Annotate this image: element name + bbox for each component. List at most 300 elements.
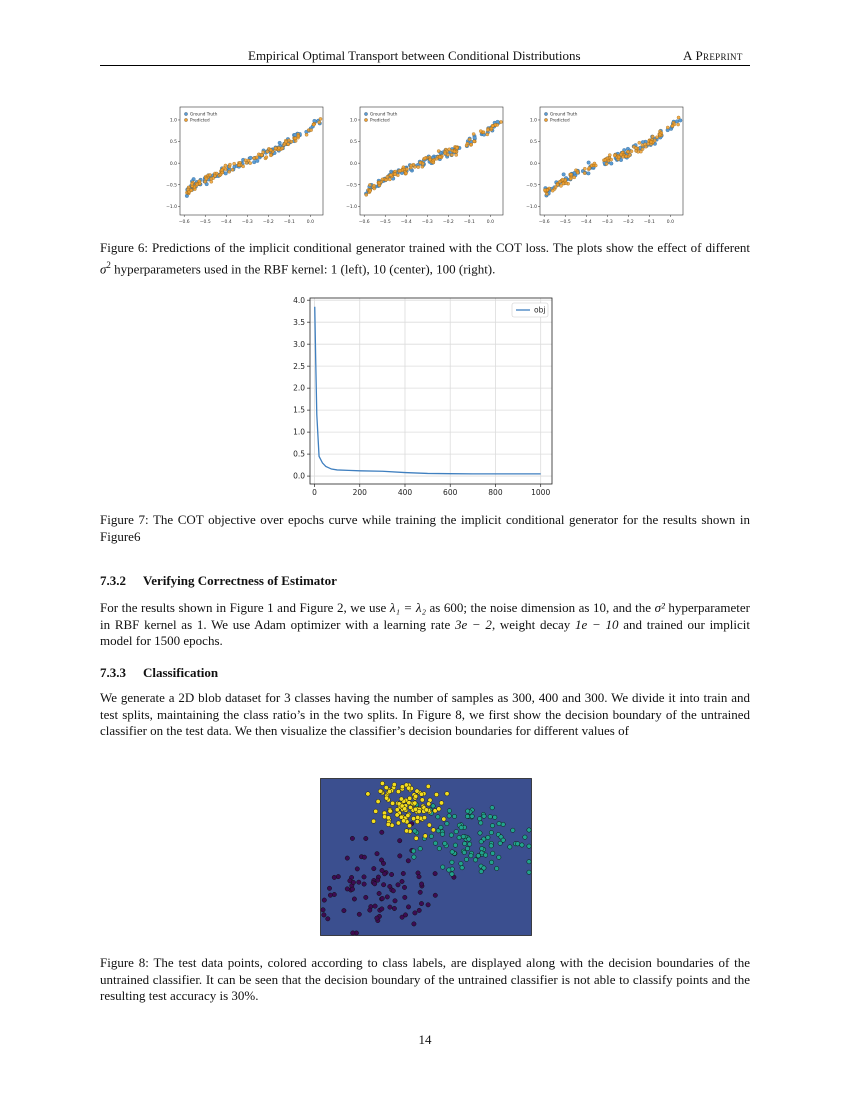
class-teal-point <box>437 846 441 850</box>
predicted-point <box>262 151 265 154</box>
predicted-point <box>287 142 290 145</box>
class-purple-point <box>398 854 402 858</box>
predicted-point <box>269 148 272 151</box>
predicted-point <box>368 189 371 192</box>
class-teal-point <box>466 809 470 813</box>
predicted-point <box>655 136 658 139</box>
class-teal-point <box>482 814 486 818</box>
class-teal-point <box>515 842 519 846</box>
predicted-point <box>388 178 391 181</box>
class-purple-point <box>403 913 407 917</box>
class-yellow-point <box>380 781 384 785</box>
predicted-point <box>443 152 446 155</box>
predicted-point <box>562 182 565 185</box>
class-teal-point <box>480 846 484 850</box>
predicted-point <box>210 177 213 180</box>
predicted-point <box>368 183 371 186</box>
predicted-point <box>435 157 438 160</box>
predicted-point <box>266 150 269 153</box>
y-tick-label: 1.0 <box>169 118 177 124</box>
x-tick-label: −0.5 <box>379 220 391 225</box>
predicted-point <box>605 162 608 165</box>
class-teal-point <box>489 830 493 834</box>
fig6-panel-right <box>525 104 685 229</box>
class-yellow-point <box>387 789 391 793</box>
class-purple-point <box>351 931 355 935</box>
predicted-point <box>233 162 236 165</box>
predicted-point <box>384 178 387 181</box>
class-yellow-point <box>384 796 388 800</box>
predicted-point <box>543 188 546 191</box>
class-purple-point <box>345 856 349 860</box>
class-yellow-point <box>399 797 403 801</box>
class-teal-point <box>476 854 480 858</box>
predicted-point <box>617 156 620 159</box>
section-7-3-3-paragraph: We generate a 2D blob dataset for 3 classes having the number of samples as 300, 400 and 300. We divide it into train and test splits, maintaining the class ratio’s in the two splits. In Figure 8, we first show the decision boundary of the untrained classifier on the test data. We then visualize the classifier’s decision boundaries for different values of <box>100 690 750 738</box>
y-tick-label: −0.5 <box>166 183 177 189</box>
class-teal-point <box>479 821 483 825</box>
x-tick-label: −0.3 <box>421 220 433 225</box>
y-tick-label: 1.0 <box>529 118 537 124</box>
class-yellow-point <box>414 836 418 840</box>
class-teal-point <box>520 843 524 847</box>
class-yellow-point <box>420 798 424 802</box>
x-tick-label: −0.2 <box>262 220 274 225</box>
predicted-point <box>309 129 312 132</box>
x-tick-label: −0.6 <box>538 220 550 225</box>
class-teal-point <box>449 833 453 837</box>
class-teal-point <box>436 815 440 819</box>
y-tick-label: 2.0 <box>293 383 305 393</box>
predicted-point <box>372 184 375 187</box>
legend-label: Predicted <box>190 117 210 123</box>
class-teal-point <box>490 806 494 810</box>
predicted-point <box>627 150 630 153</box>
class-yellow-point <box>388 809 392 813</box>
class-purple-point <box>406 859 410 863</box>
class-yellow-point <box>400 785 404 789</box>
class-purple-point <box>322 898 326 902</box>
predicted-point <box>265 156 268 159</box>
y-tick-label: 0.5 <box>293 449 305 459</box>
class-purple-point <box>328 893 332 897</box>
class-purple-point <box>391 889 395 893</box>
class-purple-point <box>372 866 376 870</box>
class-purple-point <box>403 895 407 899</box>
x-tick-label: 0.0 <box>666 220 674 225</box>
predicted-point <box>666 126 669 129</box>
preprint-label: A Preprint <box>683 48 743 63</box>
class-yellow-point <box>392 782 396 786</box>
class-teal-point <box>439 825 443 829</box>
predicted-point <box>486 133 489 136</box>
class-teal-point <box>452 814 456 818</box>
predicted-point <box>638 141 641 144</box>
class-purple-point <box>393 899 397 903</box>
class-purple-point <box>357 912 361 916</box>
y-tick-label: −0.5 <box>526 183 537 189</box>
predicted-point <box>635 149 638 152</box>
class-purple-point <box>364 836 368 840</box>
class-yellow-point <box>406 813 410 817</box>
class-purple-point <box>373 882 377 886</box>
class-purple-point <box>362 875 366 879</box>
class-teal-point <box>459 825 463 829</box>
class-teal-point <box>454 829 458 833</box>
class-teal-point <box>464 857 468 861</box>
class-yellow-point <box>395 808 399 812</box>
class-teal-point <box>440 832 444 836</box>
section-7-3-2-paragraph: For the results shown in Figure 1 and Figure 2, we use λ₁ = λ₂ as 600; the noise dimension as 10, and the σ² hyperparameter in RBF kernel as 1. We use Adam optimizer with a learning rate 3e − 2, weight decay 1e − 10 and trained our implicit model for 1500 epochs. <box>100 600 751 648</box>
class-yellow-point <box>374 809 378 813</box>
predicted-point <box>421 162 424 165</box>
ground-truth-point <box>675 120 679 124</box>
predicted-point <box>472 132 475 135</box>
class-teal-point <box>479 840 483 844</box>
x-tick-label: −0.2 <box>622 220 634 225</box>
class-teal-point <box>467 842 471 846</box>
predicted-point <box>231 168 234 171</box>
class-purple-point <box>350 887 354 891</box>
ground-truth-point <box>256 159 260 163</box>
predicted-point <box>423 157 426 160</box>
class-yellow-point <box>404 829 408 833</box>
page-number: 14 <box>418 1032 432 1047</box>
predicted-point <box>594 164 597 167</box>
class-teal-point <box>441 865 445 869</box>
predicted-point <box>613 154 616 157</box>
y-tick-label: 3.5 <box>293 317 305 327</box>
predicted-point <box>228 163 231 166</box>
predicted-point <box>365 193 368 196</box>
predicted-point <box>468 138 471 141</box>
class-purple-point <box>352 897 356 901</box>
ground-truth-point <box>224 172 228 176</box>
ground-truth-point <box>473 136 477 140</box>
class-purple-point <box>350 836 354 840</box>
predicted-point <box>421 165 424 168</box>
class-yellow-point <box>408 796 412 800</box>
predicted-point <box>561 178 564 181</box>
predicted-point <box>470 143 473 146</box>
class-yellow-point <box>411 816 415 820</box>
predicted-point <box>641 148 644 151</box>
figure6-caption: Figure 6: Predictions of the implicit conditional generator trained with the COT loss. The plots show the effect of different $\sigma^2$ hyperparameters used in the RBF kernel: 1 (left), 10 (center), 100 (right). <box>100 240 750 276</box>
x-tick-label: −0.3 <box>601 220 613 225</box>
predicted-point <box>198 182 201 185</box>
class-purple-point <box>322 913 326 917</box>
x-tick-label: −0.6 <box>178 220 190 225</box>
predicted-point <box>569 177 572 180</box>
class-teal-point <box>491 851 495 855</box>
class-yellow-point <box>445 792 449 796</box>
class-teal-point <box>511 828 515 832</box>
class-purple-point <box>362 855 366 859</box>
class-purple-point <box>402 885 406 889</box>
predicted-point <box>386 175 389 178</box>
class-yellow-point <box>376 799 380 803</box>
predicted-point <box>641 144 644 147</box>
ground-truth-point <box>610 162 614 166</box>
ground-truth-point <box>496 120 500 124</box>
class-teal-point <box>493 815 497 819</box>
legend-label: Predicted <box>550 117 570 123</box>
predicted-point <box>242 165 245 168</box>
class-teal-point <box>447 809 451 813</box>
figure8-caption: Figure 8: The test data points, colored according to class labels, are displayed along with the decision boundaries of the untrained classifier. It can be seen that the decision boundary of the untrained classifier is not able to classify points and the resulting test accuracy is 30%. <box>100 955 750 1003</box>
fig7-objective-chart <box>280 292 560 500</box>
class-teal-point <box>450 850 454 854</box>
class-teal-point <box>495 866 499 870</box>
predicted-point <box>583 172 586 175</box>
class-teal-point <box>460 866 464 870</box>
class-teal-point <box>465 846 469 850</box>
class-teal-point <box>443 841 447 845</box>
class-teal-point <box>447 814 451 818</box>
predicted-point <box>453 150 456 153</box>
predicted-point <box>210 180 213 183</box>
class-teal-point <box>478 831 482 835</box>
x-tick-label: 1000 <box>531 488 551 497</box>
y-tick-label: −0.5 <box>346 183 357 189</box>
class-purple-point <box>351 880 355 884</box>
predicted-point <box>576 171 579 174</box>
class-purple-point <box>381 883 385 887</box>
ground-truth-point <box>587 161 591 165</box>
class-purple-point <box>364 895 368 899</box>
class-purple-point <box>389 872 393 876</box>
predicted-point <box>625 155 628 158</box>
x-tick-label: −0.4 <box>580 220 592 225</box>
fig8-decision-boundary-plot <box>320 778 532 936</box>
class-purple-point <box>380 868 384 872</box>
predicted-point <box>651 135 654 138</box>
predicted-point <box>499 120 502 123</box>
predicted-point <box>619 153 622 156</box>
class-purple-point <box>381 861 385 865</box>
class-purple-point <box>433 893 437 897</box>
class-purple-point <box>326 917 330 921</box>
class-yellow-point <box>427 802 431 806</box>
class-teal-point <box>527 828 531 832</box>
class-yellow-point <box>426 784 430 788</box>
class-teal-point <box>497 855 501 859</box>
class-yellow-point <box>378 789 382 793</box>
predicted-point <box>630 150 633 153</box>
x-tick-label: −0.5 <box>199 220 211 225</box>
class-purple-point <box>375 852 379 856</box>
ground-truth-point <box>278 141 282 145</box>
class-yellow-point <box>439 801 443 805</box>
x-tick-label: 0 <box>312 488 317 497</box>
legend-marker <box>544 118 547 121</box>
predicted-point <box>312 123 315 126</box>
fig6-panel-left <box>165 104 325 229</box>
class-yellow-point <box>399 815 403 819</box>
predicted-point <box>455 146 458 149</box>
predicted-point <box>650 140 653 143</box>
predicted-point <box>472 140 475 143</box>
predicted-point <box>486 128 489 131</box>
predicted-point <box>278 146 281 149</box>
legend-marker <box>364 118 367 121</box>
class-teal-point <box>501 822 505 826</box>
x-tick-label: 0.0 <box>306 220 314 225</box>
class-teal-point <box>488 815 492 819</box>
class-yellow-point <box>442 817 446 821</box>
class-teal-point <box>457 835 461 839</box>
y-tick-label: −1.0 <box>526 204 537 210</box>
x-tick-label: −0.5 <box>559 220 571 225</box>
y-tick-label: 1.0 <box>293 427 305 437</box>
x-tick-label: −0.3 <box>241 220 253 225</box>
class-teal-point <box>527 870 531 874</box>
predicted-point <box>281 147 284 150</box>
class-teal-point <box>473 858 477 862</box>
class-purple-point <box>417 908 421 912</box>
legend-marker <box>544 112 547 115</box>
class-purple-point <box>419 882 423 886</box>
class-teal-point <box>418 847 422 851</box>
class-purple-point <box>419 901 423 905</box>
class-yellow-point <box>366 792 370 796</box>
predicted-point <box>399 169 402 172</box>
predicted-point <box>208 173 211 176</box>
predicted-point <box>405 167 408 170</box>
predicted-point <box>294 137 297 140</box>
predicted-point <box>671 124 674 127</box>
class-yellow-point <box>415 789 419 793</box>
class-purple-point <box>380 907 384 911</box>
y-tick-label: 0.0 <box>293 471 305 481</box>
y-tick-label: 0.5 <box>169 140 177 146</box>
class-purple-point <box>373 904 377 908</box>
x-tick-label: −0.1 <box>283 220 295 225</box>
predicted-point <box>245 161 248 164</box>
paper-title: Empirical Optimal Transport between Conditional Distributions <box>248 48 581 63</box>
class-yellow-point <box>437 807 441 811</box>
predicted-point <box>404 172 407 175</box>
predicted-point <box>450 153 453 156</box>
class-purple-point <box>433 871 437 875</box>
predicted-point <box>219 173 222 176</box>
predicted-point <box>215 172 218 175</box>
y-tick-label: 1.0 <box>349 118 357 124</box>
class-purple-point <box>375 916 379 920</box>
class-purple-point <box>417 875 421 879</box>
predicted-point <box>677 116 680 119</box>
fig6-panel-center <box>345 104 505 229</box>
class-purple-point <box>401 871 405 875</box>
predicted-point <box>318 121 321 124</box>
class-teal-point <box>501 838 505 842</box>
predicted-point <box>373 187 376 190</box>
figure7-caption: Figure 7: The COT objective over epochs curve while training the implicit conditional generator for the results shown in Figure6 <box>100 512 750 544</box>
class-purple-point <box>362 882 366 886</box>
class-teal-point <box>489 860 493 864</box>
predicted-point <box>583 167 586 170</box>
predicted-point <box>378 181 381 184</box>
class-purple-point <box>345 887 349 891</box>
predicted-point <box>551 189 554 192</box>
class-teal-point <box>523 835 527 839</box>
y-tick-label: 0.0 <box>349 161 357 167</box>
class-yellow-point <box>415 819 419 823</box>
class-purple-point <box>392 906 396 910</box>
class-teal-point <box>465 814 469 818</box>
class-yellow-point <box>419 792 423 796</box>
legend-marker <box>184 118 187 121</box>
legend-label: Ground Truth <box>370 111 398 117</box>
class-purple-point <box>342 908 346 912</box>
y-tick-label: 0.5 <box>529 140 537 146</box>
y-tick-label: 0.5 <box>349 140 357 146</box>
class-teal-point <box>459 861 463 865</box>
class-teal-point <box>462 850 466 854</box>
class-purple-point <box>413 911 417 915</box>
class-teal-point <box>497 821 501 825</box>
class-teal-point <box>453 843 457 847</box>
y-tick-label: 1.5 <box>293 405 305 415</box>
class-teal-point <box>461 834 465 838</box>
class-purple-point <box>368 908 372 912</box>
header-rule <box>100 65 750 66</box>
class-yellow-point <box>423 834 427 838</box>
class-teal-point <box>411 849 415 853</box>
predicted-point <box>570 173 573 176</box>
y-tick-label: −1.0 <box>166 204 177 210</box>
legend-label: Predicted <box>370 117 390 123</box>
class-purple-point <box>412 922 416 926</box>
class-yellow-point <box>408 805 412 809</box>
y-tick-label: 0.0 <box>529 161 537 167</box>
predicted-point <box>190 189 193 192</box>
class-teal-point <box>447 868 451 872</box>
class-purple-point <box>418 890 422 894</box>
x-tick-label: −0.1 <box>643 220 655 225</box>
predicted-point <box>228 170 231 173</box>
class-teal-point <box>508 845 512 849</box>
predicted-point <box>269 154 272 157</box>
class-yellow-point <box>396 821 400 825</box>
predicted-point <box>205 177 208 180</box>
class-yellow-point <box>434 792 438 796</box>
class-yellow-point <box>414 794 418 798</box>
predicted-point <box>274 147 277 150</box>
class-teal-point <box>429 834 433 838</box>
class-purple-point <box>336 874 340 878</box>
class-teal-point <box>489 844 493 848</box>
class-yellow-point <box>390 801 394 805</box>
predicted-point <box>604 159 607 162</box>
class-teal-point <box>431 804 435 808</box>
legend-label: Ground Truth <box>550 111 578 117</box>
class-purple-point <box>398 839 402 843</box>
class-yellow-point <box>431 828 435 832</box>
class-yellow-point <box>417 809 421 813</box>
predicted-point <box>238 164 241 167</box>
section-heading-7-3-2: 7.3.2 Verifying Correctness of Estimator <box>100 573 337 588</box>
class-teal-point <box>469 854 473 858</box>
class-yellow-point <box>384 785 388 789</box>
class-purple-point <box>355 867 359 871</box>
predicted-point <box>417 166 420 169</box>
class-teal-point <box>527 844 531 848</box>
class-purple-point <box>380 896 384 900</box>
class-purple-point <box>406 905 410 909</box>
predicted-point <box>389 174 392 177</box>
y-tick-label: 4.0 <box>293 295 305 305</box>
